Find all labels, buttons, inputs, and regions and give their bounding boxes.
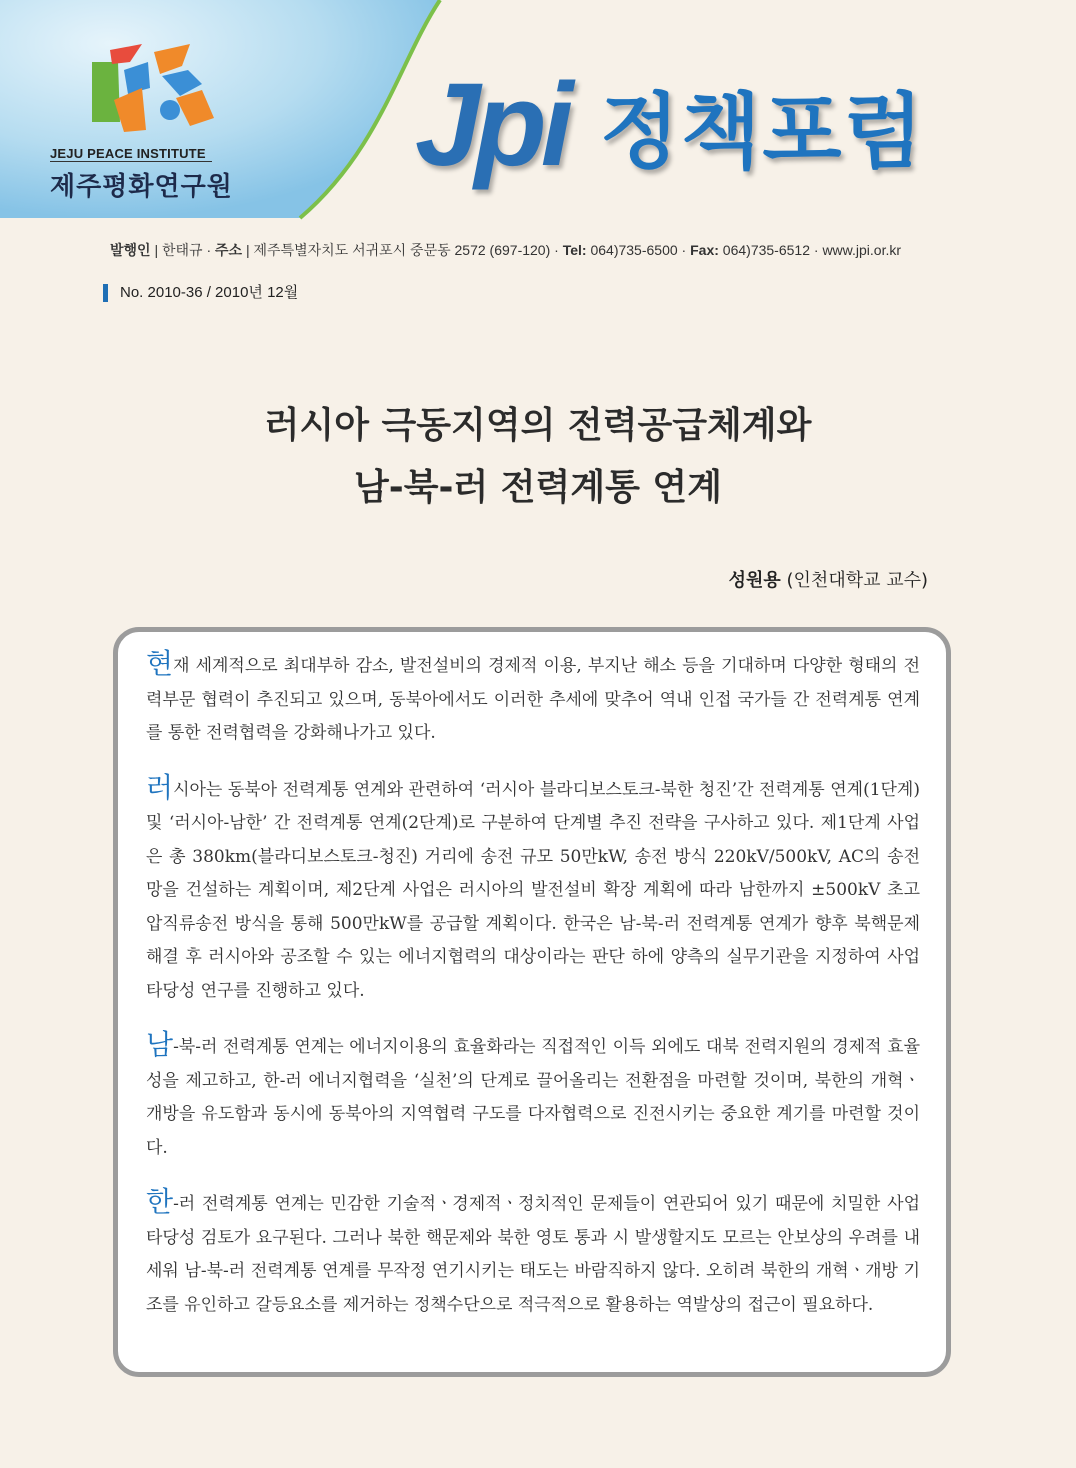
- paragraph-initial: 현: [146, 647, 174, 680]
- paragraph-initial: 한: [146, 1185, 174, 1218]
- address: 제주특별자치도 서귀포시 중문동 2572 (697-120): [253, 242, 551, 258]
- publisher-name: 한태규: [162, 242, 203, 258]
- author-byline: [729, 566, 928, 592]
- dot-separator: ·: [681, 242, 691, 258]
- paragraph-initial: 남: [146, 1028, 174, 1061]
- institute-logo: [50, 40, 280, 200]
- title-line-1: 러시아 극동지역의 전력공급체계와: [264, 405, 812, 446]
- author-affiliation: (인천대학교 교수): [786, 570, 928, 591]
- paragraph-text: -러 전력계통 연계는 민감한 기술적ㆍ경제적ㆍ정치적인 문제들이 연관되어 있기 때문에 치밀한 사업타당성 검토가 요구된다. 그러나 북한 핵문제와 북한 영토 통과 시 발생할지도 모르는 안보상의 우려를 내세워 남-북-러 전력계통 연계를 무작정 연기시키는 태도는 바람직하지 않다. 오히려 북한의 개혁ㆍ개방 기조를 유인하고 갈등요소를 제거하는 정책수단으로 적극적으로 활용하는 역발상의 접근이 필요하다.: [146, 1194, 920, 1315]
- publication-title: 정책포럼: [600, 85, 925, 180]
- dot-separator: ·: [554, 242, 563, 258]
- publisher-info: [110, 240, 1000, 260]
- fax-number: 064)735-6512: [722, 242, 810, 258]
- paragraph-text: 재 세계적으로 최대부하 감소, 발전설비의 경제적 이용, 부지난 해소 등을 기대하며 다양한 형태의 전력부문 협력이 추진되고 있으며, 동북아에서도 이러한 추세에 맞추어 역내 인접 국가들 간 전력계통 연계를 통한 전력협력을 강화해나가고 있다.: [146, 656, 920, 743]
- summary-box: [113, 627, 951, 1377]
- summary-paragraph: [146, 647, 920, 751]
- summary-paragraph: [146, 1185, 920, 1322]
- fax-label: Fax:: [690, 242, 719, 258]
- summary-paragraph: [146, 770, 920, 1009]
- address-label: 주소: [215, 242, 243, 258]
- author-name: 성원용: [728, 570, 781, 591]
- tel-label: Tel:: [562, 242, 587, 258]
- website-link[interactable]: www.jpi.or.kr: [822, 242, 902, 258]
- separator: |: [154, 242, 162, 258]
- jpi-logo: Jpi: [415, 59, 568, 191]
- separator: |: [245, 242, 254, 258]
- paragraph-text: 시아는 동북아 전력계통 연계와 관련하여 ‘러시아 블라디보스토크-북한 청진’간 전력계통 연계(1단계) 및 ‘러시아-남한’ 간 전력계통 연계(2단계)로 구분하여 단계별 추진 전략을 구사하고 있다. 제1단계 사업은 총 380km(블라디보스토크-청진) 거리에 송전 규모 50만kW, 송전 방식 220kV/500kV, AC의 송전망을 건설하는 계획이며, 제2단계 사업은 러시아의 발전설비 확장 계획에 따라 남한까지 ±500kV 초고압직류송전 방식을 통해 500만kW를 공급할 계획이다. 한국은 남-북-러 전력계통 연계가 향후 북핵문제 해결 후 러시아와 공조할 수 있는 에너지협력의 대상이라는 판단 하에 양측의 실무기관을 지정하여 사업타당성 연구를 진행하고 있다.: [146, 779, 920, 1001]
- paragraph-text: -북-러 전력계통 연계는 에너지이용의 효율화라는 직접적인 이득 외에도 대북 전력지원의 경제적 효율성을 제고하고, 한-러 에너지협력을 ‘실천’의 단계로 끌어올리는 전환점을 마련할 것이며, 북한의 개혁ㆍ개방을 유도함과 동시에 동북아의 지역협력 구도를 다자협력으로 진전시키는 중요한 계기를 마련할 것이다.: [146, 1037, 920, 1158]
- tel-number: 064)735-6500: [590, 242, 678, 258]
- title-line-2: 남-북-러 전력계통 연계: [354, 467, 722, 508]
- peace-institute-emblem-icon: [90, 40, 220, 140]
- paragraph-initial: 러: [146, 770, 174, 804]
- dot-separator: ·: [813, 242, 823, 258]
- institute-name-english: JEJU PEACE INSTITUTE: [50, 146, 212, 162]
- dot-separator: ·: [206, 242, 216, 258]
- issue-number: No. 2010-36 / 2010년 12월: [103, 284, 298, 302]
- document-title: [0, 395, 1076, 519]
- summary-paragraph: [146, 1028, 920, 1165]
- publisher-label: 발행인: [110, 242, 151, 258]
- institute-name-korean: 제주평화연구원: [50, 172, 233, 202]
